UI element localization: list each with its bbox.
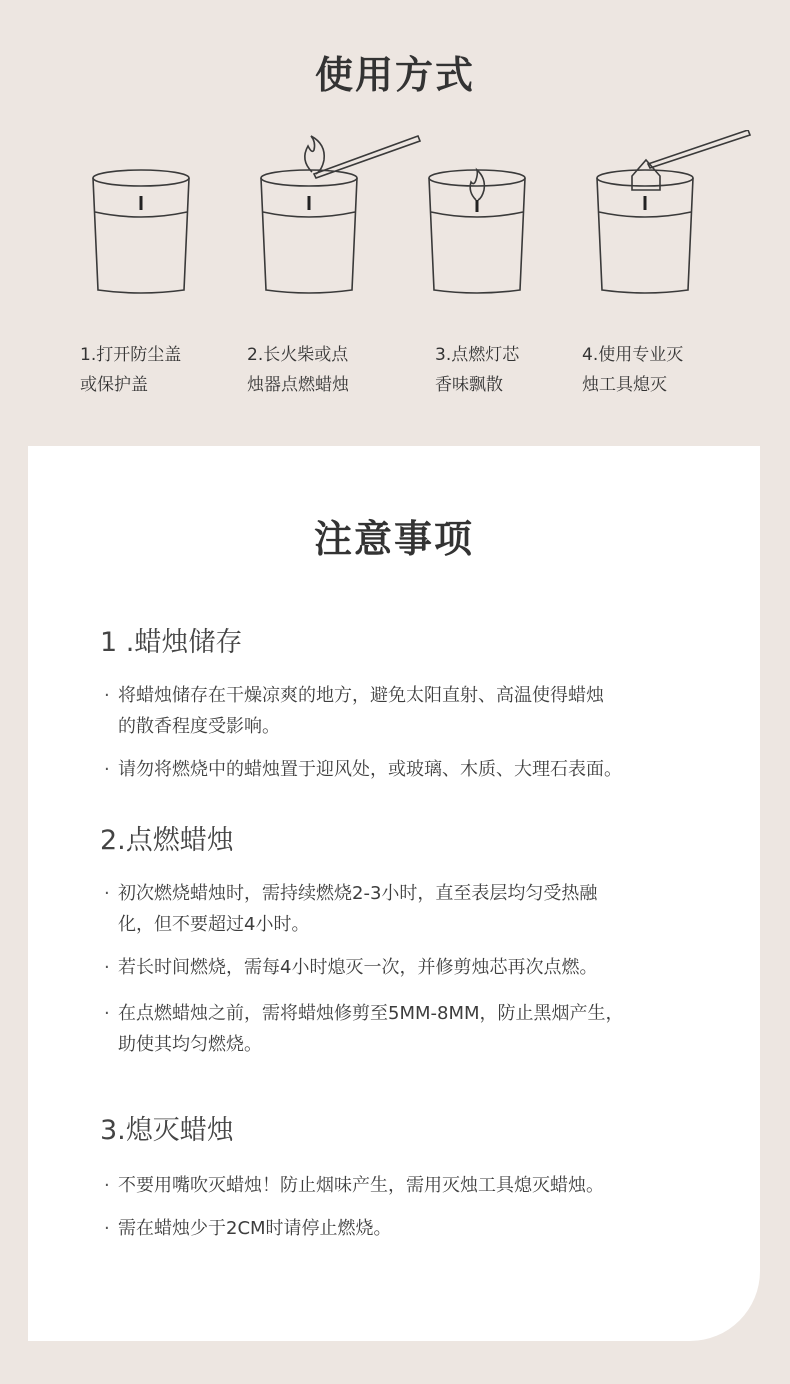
snuffer-icon: [592, 130, 762, 300]
step-4-label: 4.使用专业灭 烛工具熄灭: [582, 345, 684, 395]
bullet-lighting-1: · 初次燃烧蜡烛时，需持续燃烧2-3小时，直至表层均匀受热融 化，但不要超过4小时。: [104, 883, 598, 935]
section-title-storage: 1 .蜡烛储存: [100, 627, 243, 658]
bullet-storage-2: · 请勿将燃烧中的蜡烛置于迎风处，或玻璃、木质、大理石表面。: [104, 759, 622, 780]
match-lighting-icon: [256, 130, 426, 300]
notes-title: 注意事项: [313, 517, 474, 561]
usage-steps: [0, 130, 790, 430]
candle-jar-icon: [88, 130, 198, 300]
step-1-label: 1.打开防尘盖 或保护盖: [80, 345, 182, 395]
step-3-label: 3.点燃灯芯 香味飘散: [435, 345, 520, 395]
step-2-label: 2.长火柴或点 烛器点燃蜡烛: [247, 345, 349, 395]
section-title-lighting: 2.点燃蜡烛: [100, 825, 234, 856]
lit-candle-icon: [424, 130, 534, 300]
bullet-lighting-2: · 若长时间燃烧，需每4小时熄灭一次，并修剪烛芯再次点燃。: [104, 957, 598, 978]
usage-title: 使用方式: [314, 53, 475, 97]
bullet-extinguish-2: · 需在蜡烛少于2CM时请停止燃烧。: [104, 1218, 392, 1239]
section-title-extinguish: 3.熄灭蜡烛: [100, 1115, 234, 1146]
bullet-extinguish-1: · 不要用嘴吹灭蜡烛！防止烟味产生，需用灭烛工具熄灭蜡烛。: [104, 1175, 604, 1196]
bullet-storage-1: · 将蜡烛储存在干燥凉爽的地方，避免太阳直射、高温使得蜡烛 的散香程度受影响。: [104, 685, 604, 737]
notes-card: [28, 446, 760, 1341]
bullet-lighting-3: · 在点燃蜡烛之前，需将蜡烛修剪至5MM-8MM，防止黑烟产生， 助使其均匀燃烧。: [104, 1003, 624, 1055]
